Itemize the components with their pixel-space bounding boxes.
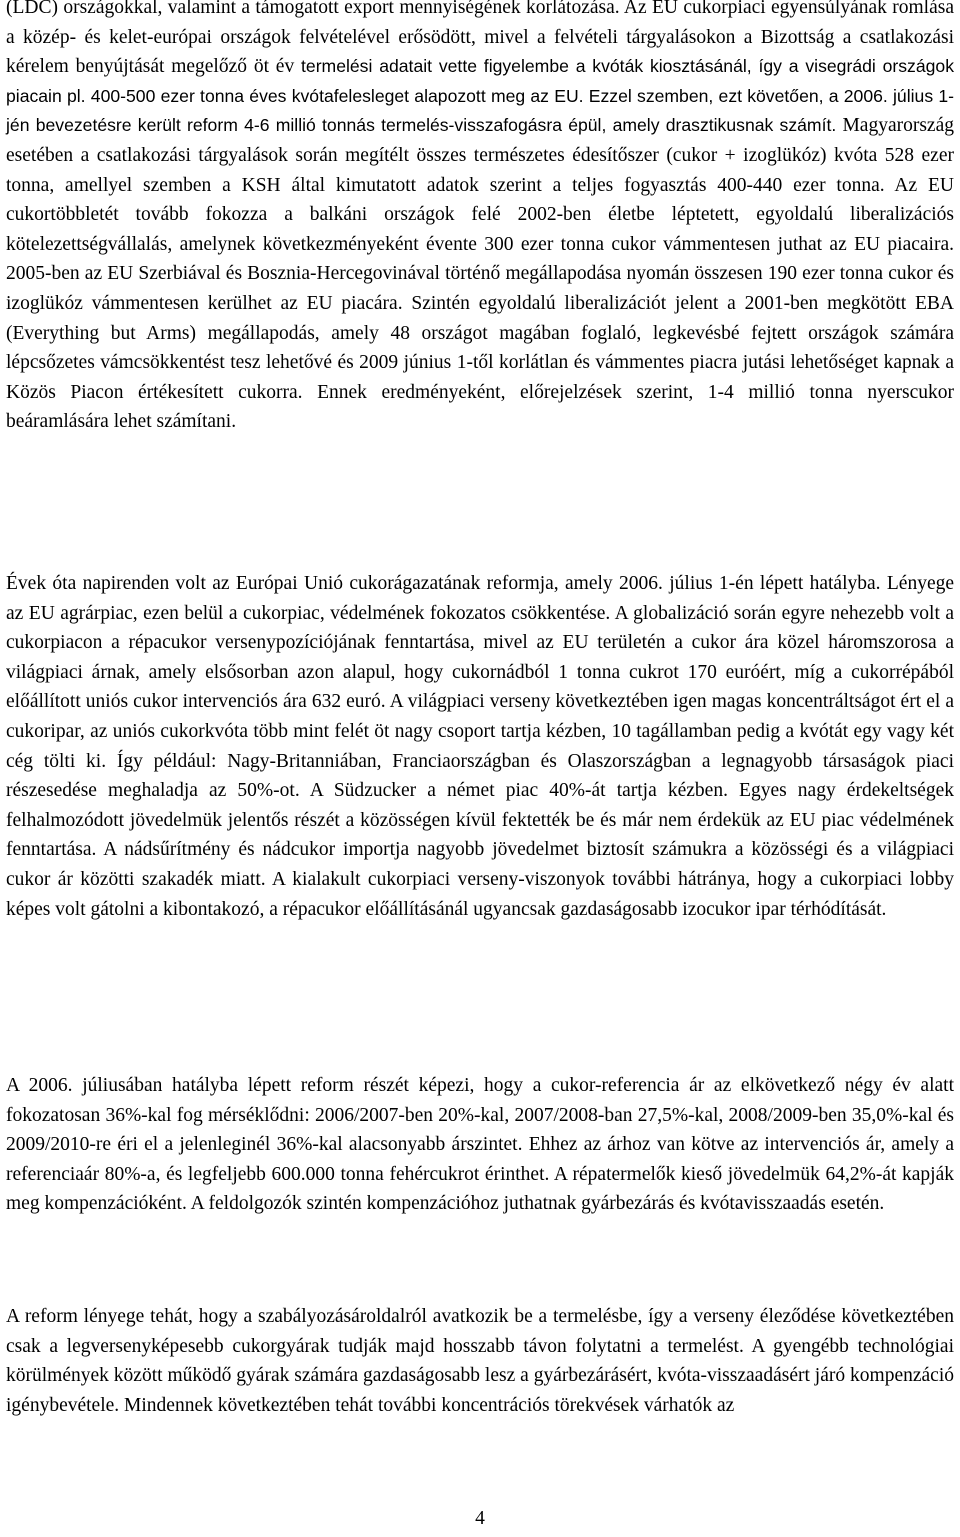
paragraph-1-part-b-sans: termelési adatait vette figyelembe a kvóták kiosztásánál, így a visegrádi országok piacain pl. 400-500 ezer tonna éves kvótafelesleget alapozott meg az EU. Ezzel szemben, ezt követően, a 2006. július 1-jén bevezetésre került reform 4-6 millió tonnás termelés-visszafogásra épül, amely drasztikusnak számít. <box>6 56 955 136</box>
body-paragraph-4: A reform lényege tehát, hogy a szabályozásároldalról avatkozik be a termelésbe, így a verseny éleződése következtében csak a legversenyképesebb cukorgyárak tudják majd hosszabb távon folytatni a termelést. A gyengébb technológiai körülmények között működő gyárak számára gazdaságosabb lesz a gyárbezárásért, kvóta-visszaadásért járó kompenzáció igénybevétele. Mindennek következtében tehát további koncentrációs törekvések várhatók az <box>6 1306 954 1416</box>
body-paragraph-3: A 2006. júliusában hatályba lépett reform részét képezi, hogy a cukor-referencia ár az elkövetkező négy év alatt fokozatosan 36%-kal fog mérséklődni: 2006/2007-ben 20%-kal, 2007/2008-ban 27,5%-kal, 2008/2009-ben 35,0%-kal és 2009/2010-re éri el a jelenleginél 36%-kal alacsonyabb árszintet. Ehhez az árhoz van kötve az intervenciós ár, amely a referenciaár 80%-a, és legfeljebb 600.000 tonna fehércukrot érinthet. A répatermelők kieső jövedelmük 64,2%-át kapják meg kompenzációként. A feldolgozók szintén kompenzációhoz juthatnak gyárbezárás és kvótavisszaadás esetén. <box>6 1075 954 1215</box>
paragraph-1-part-c: Magyarország esetében a csatlakozási tárgyalások során megítélt összes természetes édesítőszer (cukor + izoglükóz) kvóta 528 ezer tonna, amellyel szemben a KSH által kimutatott adatok szerint a teljes fogyasztás 400-440 ezer tonna. Az EU cukortöbbletét tovább fokozza a balkáni országok felé 2002-ben életbe léptetett, egyoldalú liberalizációs kötelezettségvállalás, amelynek következményeként évente 300 ezer tonna cukor vámmentesen juthat az EU piacaira. 2005-ben az EU Szerbiával és Bosznia-Hercegovinával történő megállapodása nyomán összesen 190 ezer tonna cukor és izoglükóz vámmentesen kerülhet az EU piacára. Szintén egyoldalú liberalizációt jelent a 2001-ben megkötött EBA (Everything but Arms) megállapodás, amely 48 országot magában foglaló, legkevésbé fejtett országok számára lépcsőzetes vámcsökkentést tesz lehetővé és 2009 június 1-től korlátlan és vámmentes piacra jutási lehetőséget kapnak a Közös Piacon értékesített cukorra. Ennek eredményeként, előrejelzések szerint, 1-4 millió tonna nyerscukor beáramlására lehet számítani. <box>6 115 954 433</box>
body-paragraph-1 <box>6 0 954 437</box>
page-number: 4 <box>475 1508 485 1529</box>
body-paragraph-2: Évek óta napirenden volt az Európai Unió cukorágazatának reformja, amely 2006. július 1-én lépett hatályba. Lényege az EU agrárpiac, ezen belül a cukorpiac, védelmének fokozatos csökkentése. A globalizáció során egyre nehezebb volt a cukorpiacon a répacukor versenypozíciójának fenntartása, mivel az EU területén a cukor ára közel háromszorosa a világpiaci árnak, amely elsősorban azon alapul, hogy cukornádból 1 tonna cukrot 170 euróért, míg a cukorrépából előállított uniós cukor intervenciós ára 632 euró. A világpiaci verseny következtében igen magas koncentráltságot ért el a cukoripar, az uniós cukorkvóta több mint felét öt nagy csoport tartja kézben, 10 tagállamban pedig a kvótát egy vagy két cég tölti ki. Így például: Nagy-Britanniában, Franciaországban és Olaszországban a legnagyobb társaságok piaci részesedése meghaladja az 50%-ot. A Südzucker a német piac 40%-át tartja kézben. Egyes nagy érdekeltségek felhalmozódott jövedelmük jelentős részét a közösségen kívül fektették be és már nem érdekük az EU piac védelmének fenntartása. A nádsűrítmény és nádcukor importja nagyobb jövedelmet biztosít számukra a közösségi és a világpiaci cukor ár közötti szakadék miatt. A kialakult cukorpiaci verseny-viszonyok további hátránya, hogy a cukorpiaci lobby képes volt gátolni a kibontakozó, a répacukor előállításánál ugyancsak gazdaságosabb izocukor ipar térhódítását. <box>6 573 954 920</box>
paragraph-1-part-a: (LDC) országokkal, valamint a támogatott export mennyiségének korlátozása. Az EU cukorpiaci egyensúlyának romlása a közép- és kelet-európai országok felvételével erősödött, mivel a felvételi tárgyalásokon a Bizottság a csatlakozási kérelem benyújtását megelőző öt év <box>6 0 954 78</box>
